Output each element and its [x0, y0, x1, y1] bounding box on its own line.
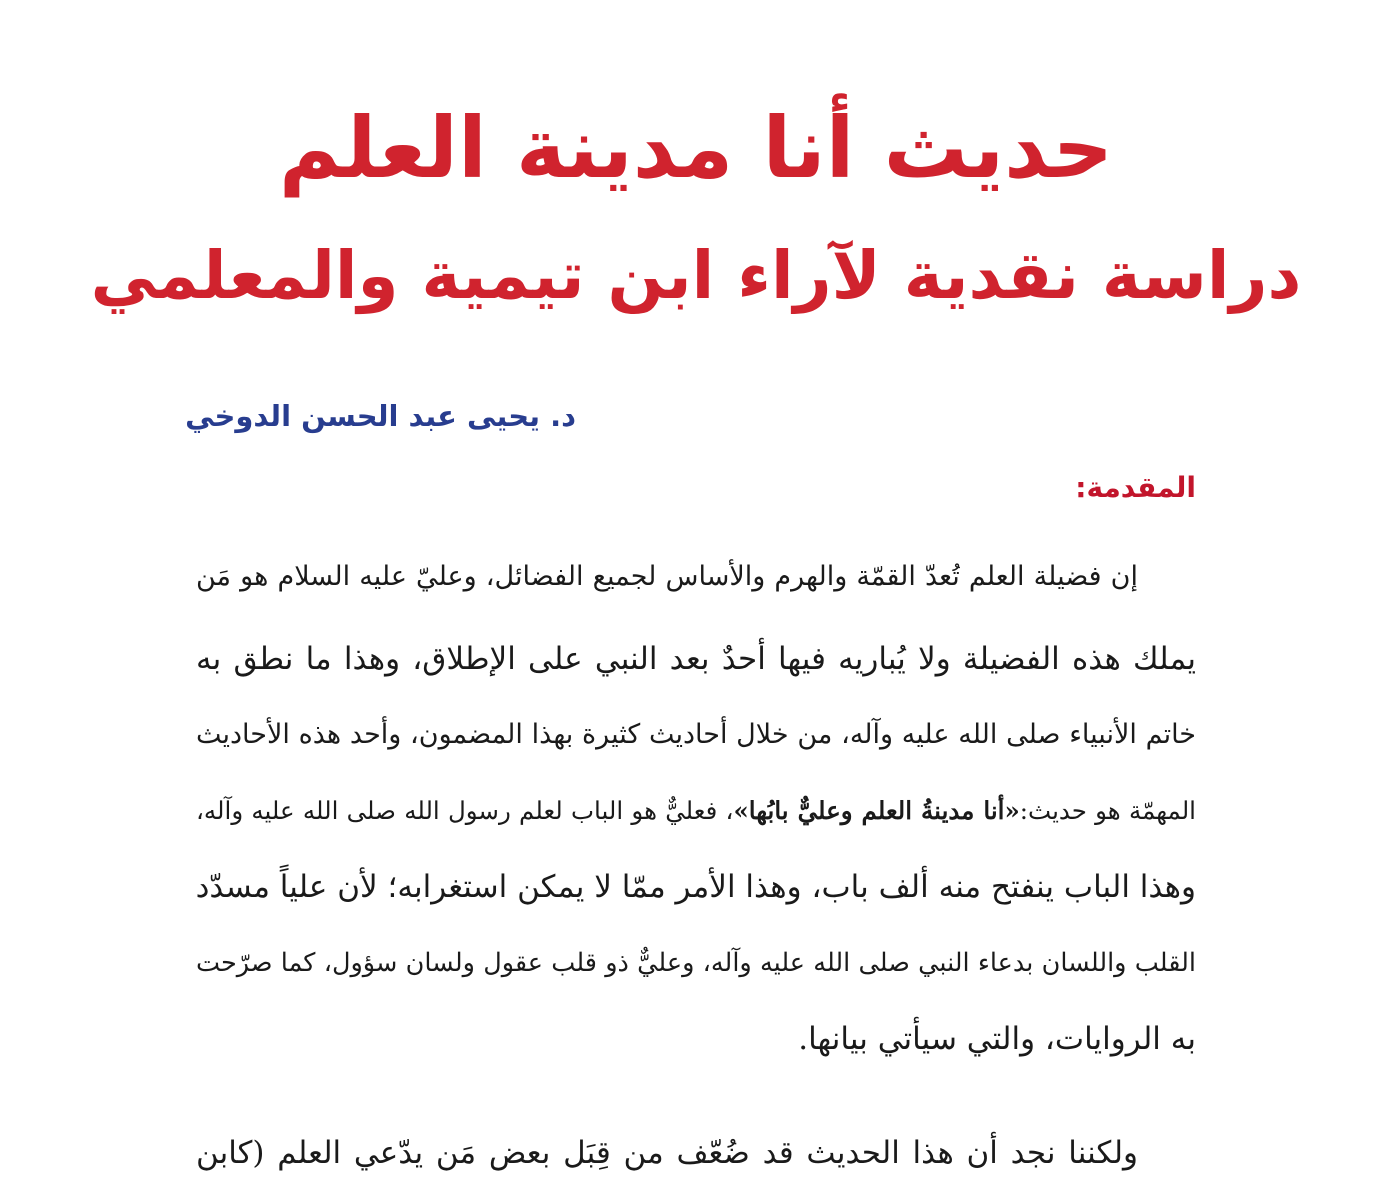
paragraph-1-line-1: إن فضيلة العلم تُعدّ القمّة والهرم والأساس لجميع الفضائل، وعليّ عليه السلام هو مَن	[196, 561, 1138, 592]
paragraph-1-line-4	[196, 786, 1196, 836]
paragraph-1-line-5: وهذا الباب ينفتح منه ألف باب، وهذا الأمر ممّا لا يمكن استغرابه؛ لأن علياً مسدّد	[195, 869, 1196, 905]
subtitle: دراسة نقدية لآراء ابن تيمية والمعلمي	[90, 237, 1302, 314]
author-name: د. يحيى عبد الحسن الدوخي	[185, 399, 576, 433]
main-title: حديث أنا مدينة العلم	[278, 99, 1114, 197]
paragraph-1-line-6: القلب واللسان بدعاء النبي صلى الله عليه وآله، وعليٌّ ذو قلب عقول ولسان سؤول، كما صرّحت	[196, 948, 1196, 978]
line-4-end: ، فعليٌّ هو الباب لعلم رسول الله صلى الله عليه وآله،	[196, 796, 734, 825]
section-heading-introduction: المقدمة:	[1075, 471, 1196, 504]
paragraph-1-line-2: يملك هذه الفضيلة ولا يُباريه فيها أحدٌ بعد النبي على الإطلاق، وهذا ما نطق به	[196, 641, 1196, 677]
line-4-start: المهمّة هو حديث:	[1019, 796, 1196, 825]
paragraph-1-line-7: به الروايات، والتي سيأتي بيانها.	[798, 1021, 1196, 1057]
paragraph-2-line-1: ولكننا نجد أن هذا الحديث قد ضُعّف من قِبَل بعض مَن يدّعي العلم (كابن	[196, 1135, 1138, 1171]
paragraph-1-line-3: خاتم الأنبياء صلى الله عليه وآله، من خلال أحاديث كثيرة بهذا المضمون، وأحد هذه الأحاديث	[196, 719, 1196, 750]
hadith-quote: «أنا مدينةُ العلم وعليٌّ بابُها»	[733, 796, 1020, 825]
